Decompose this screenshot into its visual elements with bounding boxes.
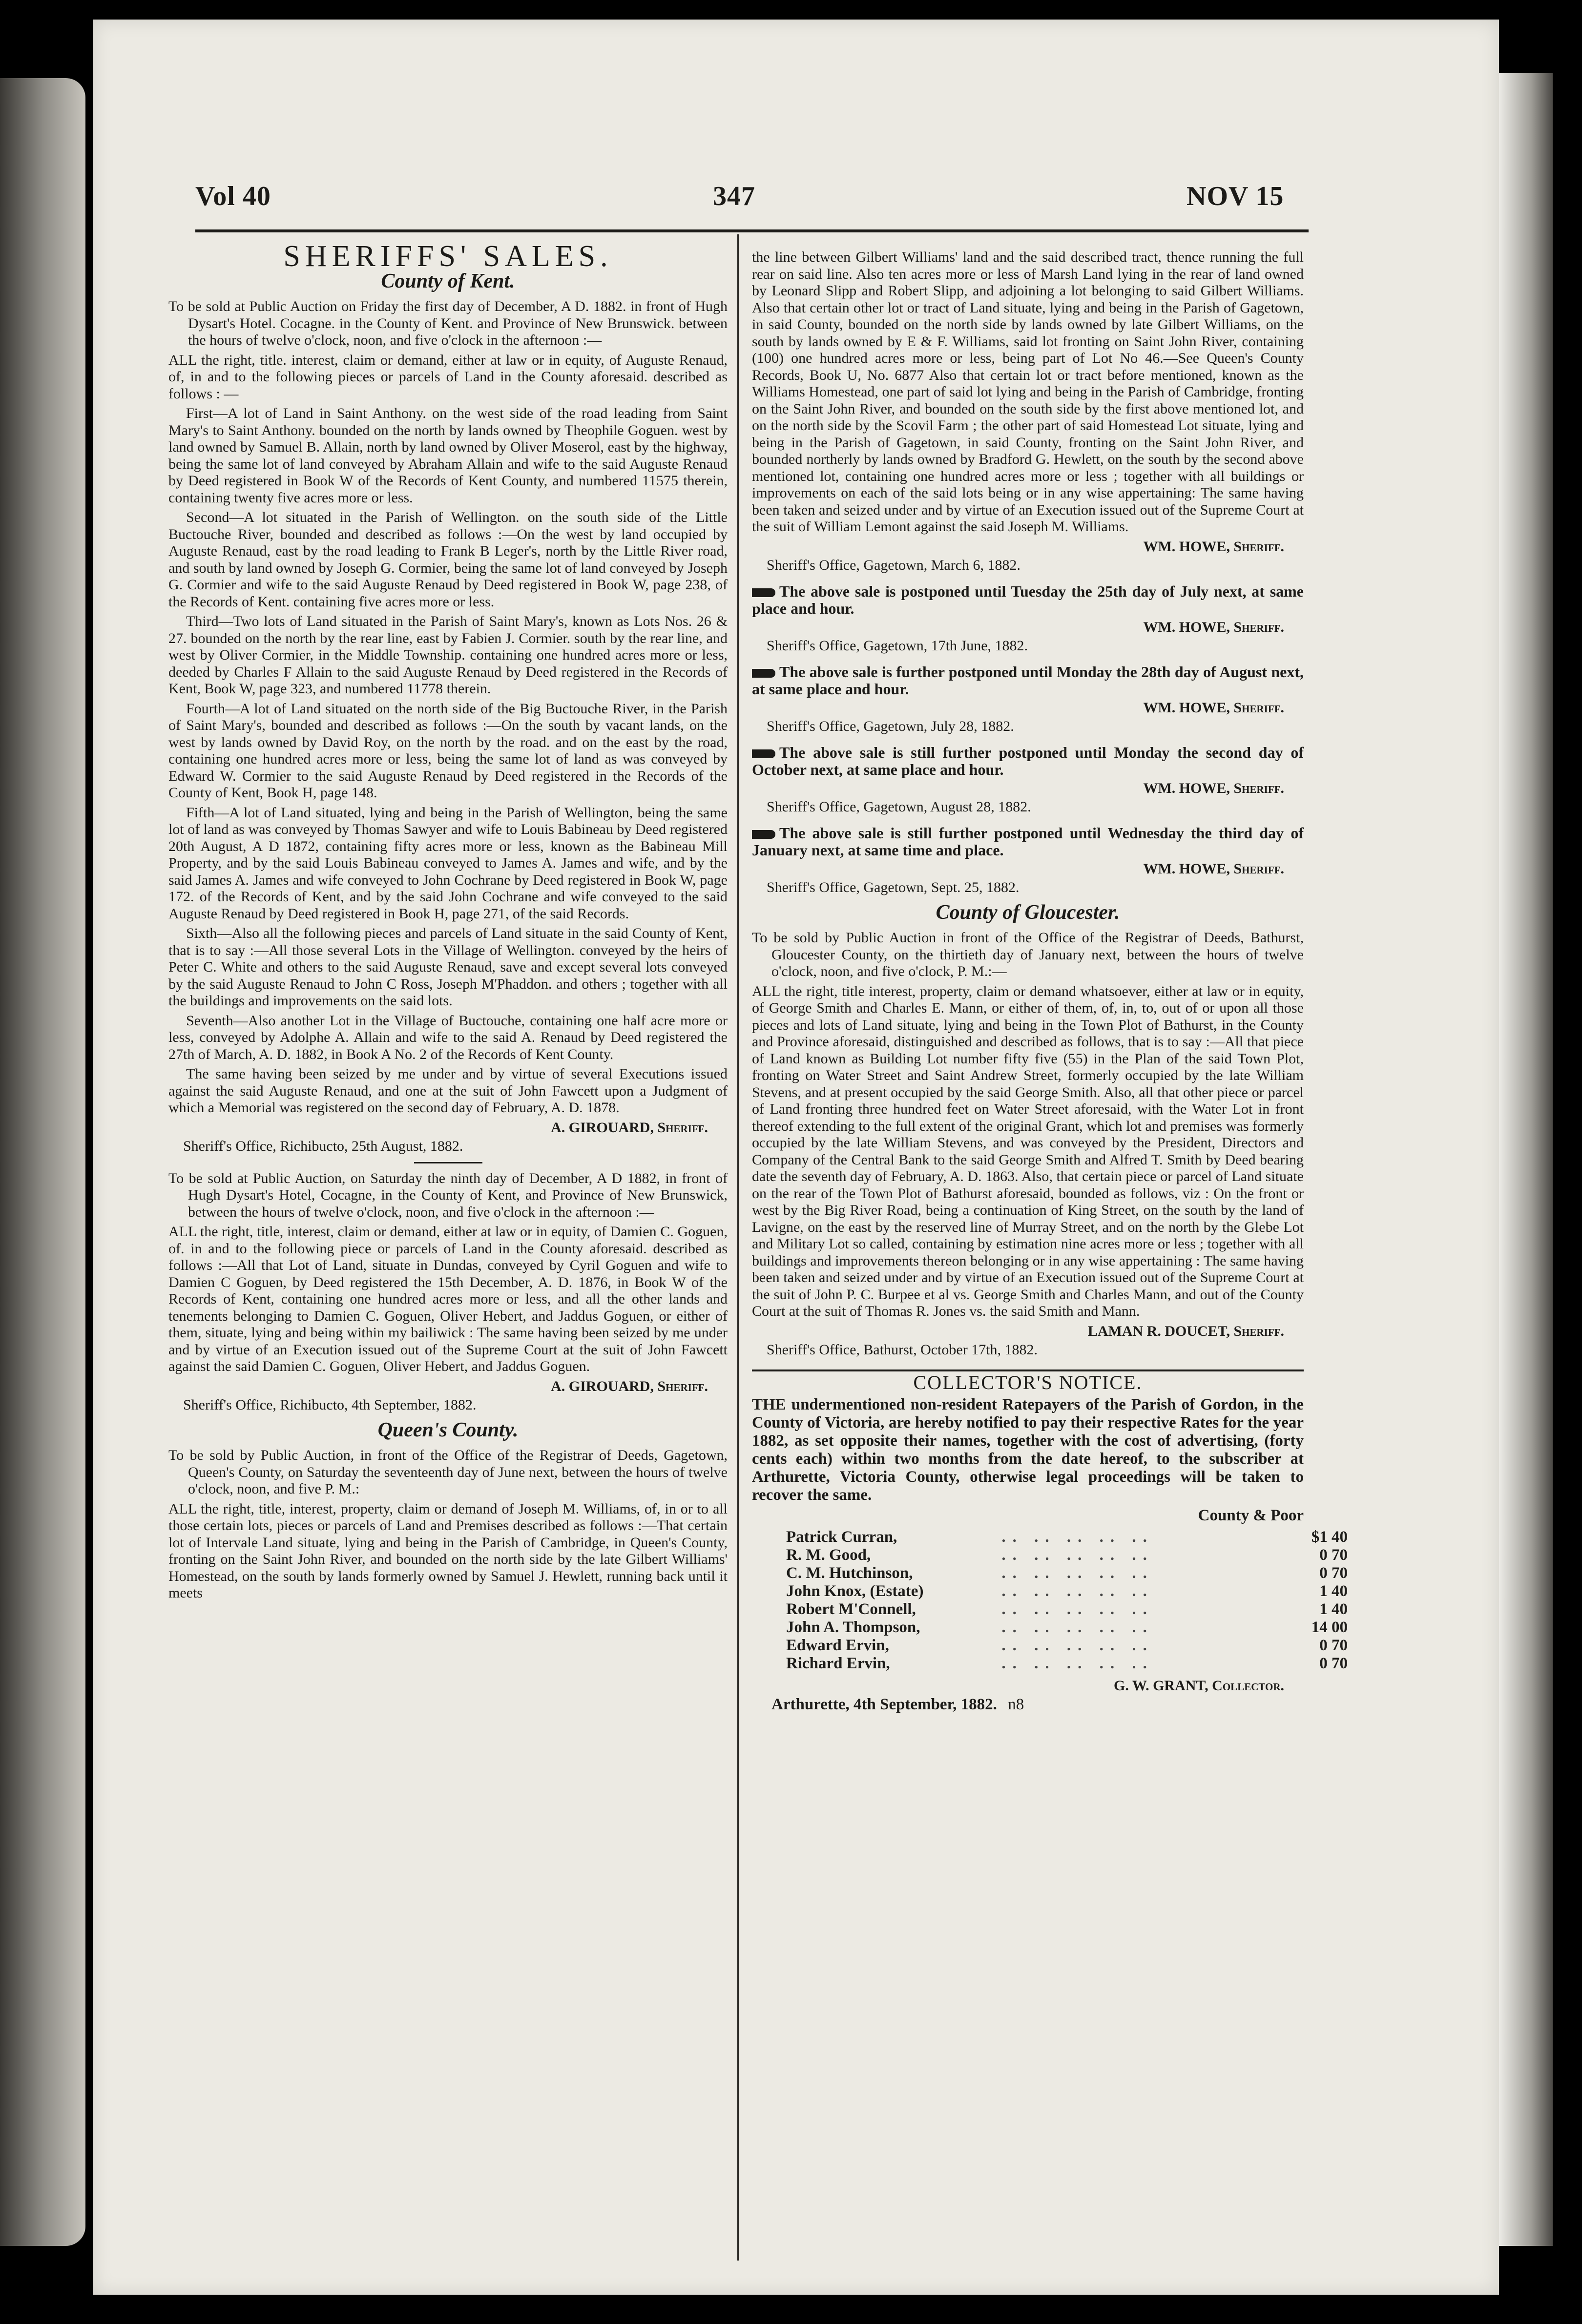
kent2-office: Sheriff's Office, Richibucto, 4th September, 1882.	[183, 1397, 477, 1413]
ratepayer-name: John Knox, (Estate)	[786, 1582, 924, 1600]
kent-second: Second—A lot situated in the Parish of Wellington. on the south side of the Little Buctouche River, bounded and described as follows :—On the west by land occupied by Auguste Renaud, east by the road leading to Frank B Leger's, north by the Little River road, and south by land owned by Joseph G. Cormier, being the same lot of land conveyed by Joseph G. Cormier and wife to the said Auguste Renaud by Deed registered in Book W, page 238, of the Records of Kent. containing five acres more or less.	[168, 509, 728, 610]
kent-heading: County of Kent.	[381, 270, 515, 292]
collector-code: n8	[1008, 1696, 1024, 1713]
kent-third: Third—Two lots of Land situated in the Parish of Saint Mary's, known as Lots Nos. 26 & 27. bounded on the north by the rear line, east by Fabien J. Cormier. south by the rear line, and west by Oliver Cormier, in the Middle Township. containing one hundred acres more or less, deeded by Charles F Allain to the said Auguste Renaud by Deed registered in the Records of Kent, Book W, page 323, and numbered 11778 therein.	[168, 613, 728, 697]
kent-fifth: Fifth—A lot of Land situated, lying and being in the Parish of Wellington, being the same lot of land as was conveyed by Thomas Sawyer and wife to Louis Babineau by Deed registered 20th August, A D 1872, containing fifty acres more or less, known as the Babineau Mill Property, and by the said Louis Babineau conveyed to James A. James and wife, and by the said James A. James and wife conveyed to John Cochrane by Deed registered in Book W, page 172. of the Records of Kent, and by the said John Cochrane and wife conveyed to the said Auguste Renaud by Deed registered in Book H, page 271, of the said Records.	[168, 804, 728, 922]
leader-dots: .. .. .. .. ..	[1001, 1564, 1154, 1582]
ratepayer-name: Patrick Curran,	[786, 1528, 897, 1546]
leader-dots: .. .. .. .. ..	[1001, 1636, 1154, 1654]
page-number: 347	[713, 181, 755, 211]
ratepayer-amount: 0 70	[1319, 1636, 1348, 1654]
leader-dots: .. .. .. .. ..	[1001, 1582, 1154, 1600]
leader-dots: .. .. .. .. ..	[1001, 1654, 1154, 1672]
ratepayer-name: C. M. Hutchinson,	[786, 1564, 913, 1582]
binding-edge	[1499, 73, 1553, 2246]
postpone-4-signature: WM. HOWE, Sheriff.	[1143, 860, 1284, 877]
ratepayer-name: Robert M'Connell,	[786, 1600, 916, 1618]
ratepayer-row	[786, 1582, 1348, 1600]
ratepayer-table	[786, 1528, 1348, 1673]
ratepayer-amount: 1 40	[1319, 1600, 1348, 1618]
kent-sixth: Sixth—Also all the following pieces and parcels of Land situate in the said County of Kent, that is to say :—All those several Lots in the Village of Wellington. conveyed by the heirs of Peter C. White and others to the said Auguste Renaud, save and except several lots conveyed by the said Auguste Renaud to John C Ross, Joseph M'Phaddon. and others ; together with all the buildings and improvements on the said lots.	[168, 925, 728, 1009]
section-title: SHERIFFS' SALES.	[283, 240, 613, 273]
leader-dots: .. .. .. .. ..	[1001, 1600, 1154, 1618]
ratepayer-row	[786, 1637, 1348, 1655]
kent-office: Sheriff's Office, Richibucto, 25th August, 1882.	[183, 1138, 463, 1154]
kent2-all: ALL the right, title, interest, claim or demand, either at law or in equity, of Damien C. Goguen, of. in and to the following piece or parcels of Land in the County aforesaid. described as follows :—All that Lot of Land, situate in Dundas, conveyed by Cyril Goguen and wife to Damien C Goguen, by Deed registered the 15th December, A. D. 1876, in Book W of the Records of Kent, containing one hundred acres more or less, and all the other lands and tenements belonging to Damien C. Goguen, Oliver Hebert, and Jaddus Goguen, or either of them, situate, lying and being within my bailiwick : The same having been seized by me under and by virtue of an Execution issued out of the Supreme Court at the suit of John Fawcett against the said Damien C. Goguen, Oliver Hebert, and Jaddus Goguen.	[168, 1224, 728, 1374]
gloucester-all: ALL the right, title interest, property, claim or demand whatsoever, either at law or in equity, of George Smith and Charles E. Mann, or either of them, of, in, to, out of or upon all those pieces and lots of Land situate, lying and being in the Town Plot of Bathurst, in the County and Province aforesaid, distinguished and described as follows, that is to say :—All that piece of Land known as Building Lot number fifty five (55) in the Plan of the said Town Plot, fronting on Water Street and Saint Andrew Street, formerly occupied by the late William Stevens, and at present occupied by the said George Smith. Also, all that other piece or parcel of Land fronting three hundred feet on Water Street aforesaid, with the Water Lot in front thereof extending to the full extent of the original Grant, which lot and premises was formerly occupied by the late William Stevens, and was conveyed by the President, Directors and Company of the Central Bank to the said George Smith and Alfred T. Smith by Deed bearing date the seventh day of February, A. D. 1863. Also, that certain piece or parcel of Land situate on the rear of the Town Plot of Bathurst aforesaid, bounded as follows, viz : On the front or west by the Big River Road, being a continuation of King Street, on the south by the land of Lavigne, on the east by the reserved line of Murray Street, and on the north by the Glebe Lot and Military Lot so called, containing by estimation nine acres more or less ; together with all buildings and improvements thereon belonging or in any wise appertaining : The same having been taken and seized under and by virtue of an Execution issued out of the Supreme Court at the suit of John P. C. Burpee et al vs. George Smith and Charles Mann, and out of the County Court at the suit of Thomas R. Jones vs. the said Smith and Mann.	[752, 983, 1304, 1319]
separator	[414, 1162, 482, 1163]
ratepayer-row	[786, 1600, 1348, 1618]
postpone-2-office: Sheriff's Office, Gagetown, July 28, 1882.	[767, 718, 1014, 734]
ratepayer-amount: 0 70	[1319, 1654, 1348, 1672]
postpone-notice-3: The above sale is still further postponed until Monday the second day of October next, at same place and hour.	[752, 743, 1304, 778]
leader-dots: .. .. .. .. ..	[1001, 1618, 1154, 1636]
pointing-hand-icon	[752, 588, 775, 597]
kent-all: ALL the right, title. interest, claim or demand, either at law or in equity, of Auguste Renaud, of, in and to the following pieces or parcels of Land in the County aforesaid. described as follows : —	[168, 352, 728, 402]
kent-signature: A. GIROUARD, Sheriff.	[551, 1119, 708, 1136]
postpone-1-office: Sheriff's Office, Gagetown, 17th June, 1882.	[767, 638, 1028, 654]
facing-page-edge	[0, 78, 85, 2246]
ratepayer-amount: 1 40	[1319, 1582, 1348, 1600]
kent-intro: To be sold at Public Auction on Friday the first day of December, A D. 1882. in front of Hugh Dysart's Hotel. Cocagne. in the County of Kent. and Province of New Brunswick. between the hours of twelve o'clock, noon, and five o'clock in the afternoon :—	[168, 298, 728, 348]
volume-label: Vol 40	[195, 181, 271, 211]
ratepayer-amount: 0 70	[1319, 1564, 1348, 1582]
kent2-intro: To be sold at Public Auction, on Saturday the ninth day of December, A D 1882, in front of Hugh Dysart's Hotel, Cocagne, in the County of Kent, and Province of New Brunswick, between the hours of twelve o'clock, noon, and five o'clock in the afternoon :—	[168, 1170, 728, 1220]
queens-heading: Queen's County.	[377, 1418, 519, 1441]
ratepayer-amount: 0 70	[1319, 1546, 1348, 1564]
ratepayer-amount: 14 00	[1311, 1618, 1348, 1636]
postpone-notice-2: The above sale is further postponed until Monday the 28th day of August next, at same place and hour.	[752, 663, 1304, 698]
issue-date: NOV 15	[1186, 181, 1284, 211]
collector-body: THE undermentioned non-resident Ratepayers of the Parish of Gordon, in the County of Victoria, are hereby notified to pay their respective Rates for the year 1882, as set opposite their names, together with the cost of advertising, (forty cents each) within two months from the date hereof, to the subscriber at Arthurette, Victoria County, otherwise legal proceedings will be taken to recover the same.	[752, 1396, 1304, 1504]
kent2-signature: A. GIROUARD, Sheriff.	[551, 1378, 708, 1394]
gloucester-signature: LAMAN R. DOUCET, Sheriff.	[1087, 1323, 1284, 1339]
collector-date: Arthurette, 4th September, 1882.	[771, 1696, 997, 1713]
queens-office: Sheriff's Office, Gagetown, March 6, 1882.	[767, 557, 1021, 573]
pointing-hand-icon	[752, 749, 775, 758]
kent-first: First—A lot of Land in Saint Anthony. on the west side of the road leading from Saint Mary's to Saint Anthony. bounded on the north by lands owned by Theophile Goguen. west by land owned by Samuel B. Allain, north by land owned by Oliver Moserol, east by the highway, being the same lot of land conveyed by Abraham Allain and wife to the said Auguste Renaud by Deed registered in Book W of the Records of Kent County, and numbered 11575 therein, containing twenty five acres more or less.	[168, 405, 728, 506]
gloucester-office: Sheriff's Office, Bathurst, October 17th, 1882.	[767, 1342, 1038, 1358]
leader-dots: .. .. .. .. ..	[1001, 1528, 1154, 1546]
ratepayer-row	[786, 1528, 1348, 1546]
ratepayer-name: R. M. Good,	[786, 1546, 871, 1564]
postpone-2-signature: WM. HOWE, Sheriff.	[1143, 699, 1284, 716]
ratepayer-name: Edward Ervin,	[786, 1636, 889, 1654]
left-column	[168, 240, 728, 1605]
queens-intro: To be sold by Public Auction, in front of the Office of the Registrar of Deeds, Gagetown, Queen's County, on Saturday the seventeenth day of June next, between the hours of twelve o'clock, noon, and five P. M.:	[168, 1447, 728, 1497]
collector-title: COLLECTOR'S NOTICE.	[913, 1371, 1143, 1393]
kent-fourth: Fourth—A lot of Land situated on the north side of the Big Buctouche River, in the Parish of Saint Mary's, bounded and described as follows :—On the south by vacant lands, on the west by lands owned by David Roy, on the north by the road. and on the east by the road, containing one hundred acres more or less, being the same lot of land as was conveyed by Edward W. Cormier to the said Auguste Renaud by Deed registered in the Records of the County of Kent, Book H, page 148.	[168, 700, 728, 801]
pointing-hand-icon	[752, 830, 775, 839]
ratepayer-row	[786, 1618, 1348, 1637]
leader-dots: .. .. .. .. ..	[1001, 1546, 1154, 1564]
collector-date-line	[771, 1696, 1304, 1713]
ratepayer-amount: $1 40	[1311, 1528, 1348, 1546]
ratepayer-name: Richard Ervin,	[786, 1654, 890, 1672]
ratepayer-row	[786, 1655, 1348, 1673]
kent-seized: The same having been seized by me under and by virtue of several Executions issued against the said Auguste Renaud, and one at the suit of John Fawcett upon a Judgment of which a Memorial was registered on the second day of February, A. D. 1878.	[168, 1066, 728, 1116]
postpone-3-signature: WM. HOWE, Sheriff.	[1143, 780, 1284, 796]
kent-seventh: Seventh—Also another Lot in the Village of Buctouche, containing one half acre more or less, conveyed by Adolphe A. Allain and wife to the said A. Renaud by Deed registered the 27th of March, A. D. 1882, in Book A No. 2 of the Records of Kent County.	[168, 1012, 728, 1062]
postpone-3-office: Sheriff's Office, Gagetown, August 28, 1882.	[767, 799, 1031, 815]
postpone-notice-4: The above sale is still further postponed until Wednesday the third day of January next, at same time and place.	[752, 824, 1304, 859]
postpone-4-office: Sheriff's Office, Gagetown, Sept. 25, 1882.	[767, 879, 1020, 895]
queens-all: ALL the right, title, interest, property, claim or demand of Joseph M. Williams, of, in or to all those certain lots, pieces or parcels of Land and Premises described as follows :—That certain lot of Intervale Land situate, lying and being in the Parish of Cambridge, in Queen's County, fronting on the Saint John River, and bounded on the north side by the late Gilbert Williams' Homestead, on the south by lands formerly owned by Samuel J. Hewlett, running back until it meets	[168, 1500, 728, 1601]
collector-column-header: County & Poor	[1198, 1507, 1304, 1524]
gloucester-heading: County of Gloucester.	[936, 901, 1120, 924]
collector-rule	[752, 1370, 1304, 1371]
queens-signature: WM. HOWE, Sheriff.	[1143, 538, 1284, 555]
ratepayer-row	[786, 1564, 1348, 1582]
ratepayer-name: John A. Thompson,	[786, 1618, 920, 1636]
postpone-1-signature: WM. HOWE, Sheriff.	[1143, 619, 1284, 635]
gloucester-intro: To be sold by Public Auction in front of the Office of the Registrar of Deeds, Bathurst, Gloucester County, on the thirtieth day of January next, between the hours of twelve o'clock, noon, and five o'clock, P. M.:—	[752, 930, 1304, 979]
collector-signature: G. W. GRANT, Collector.	[1114, 1677, 1284, 1694]
column-divider	[737, 234, 739, 2261]
postpone-notice-1: The above sale is postponed until Tuesday the 25th day of July next, at same place and hour.	[752, 582, 1304, 617]
pointing-hand-icon	[752, 669, 775, 678]
ratepayer-row	[786, 1546, 1348, 1564]
right-column	[752, 249, 1348, 1713]
header-rule	[195, 229, 1309, 232]
queens-continued: the line between Gilbert Williams' land and the said described tract, thence running the full rear on said line. Also ten acres more or less of Marsh Land lying in the rear of land owned by Leonard Slipp and Robert Slipp, and adjoining a lot belonging to said Gilbert Williams. Also that certain other lot or tract of Land situate, lying and being in the Parish of Gagetown, in said County, bounded on the north side by lands owned by late Gilbert Williams, on the south by lands owned by E & F. Williams, said lot fronting on Saint John River, containing (100) one hundred acres more or less, being part of Lot No 46.—See Queen's County Records, Book U, No. 6877 Also that certain lot or tract before mentioned, known as the Williams Homestead, one part of said lot lying and being in the Parish of Cambridge, fronting on the Saint John River, and bounded on the south side by the first above mentioned lot, and on the north side by the Scovil Farm ; the other part of said Homestead Lot situate, lying and being in the Parish of Gagetown, in said County, fronting on the Saint John River, and bounded northerly by lands owned by Bradford G. Hewlett, on the south by the second above mentioned lot, containing one hundred acres more or less ; together with all buildings or improvements on each of the said lots being or in any wise appertaining: The same having been taken and seized under and by virtue of an Execution issued out of the Supreme Court at the suit of William Lemont against the said Joseph M. Williams.	[752, 249, 1304, 535]
